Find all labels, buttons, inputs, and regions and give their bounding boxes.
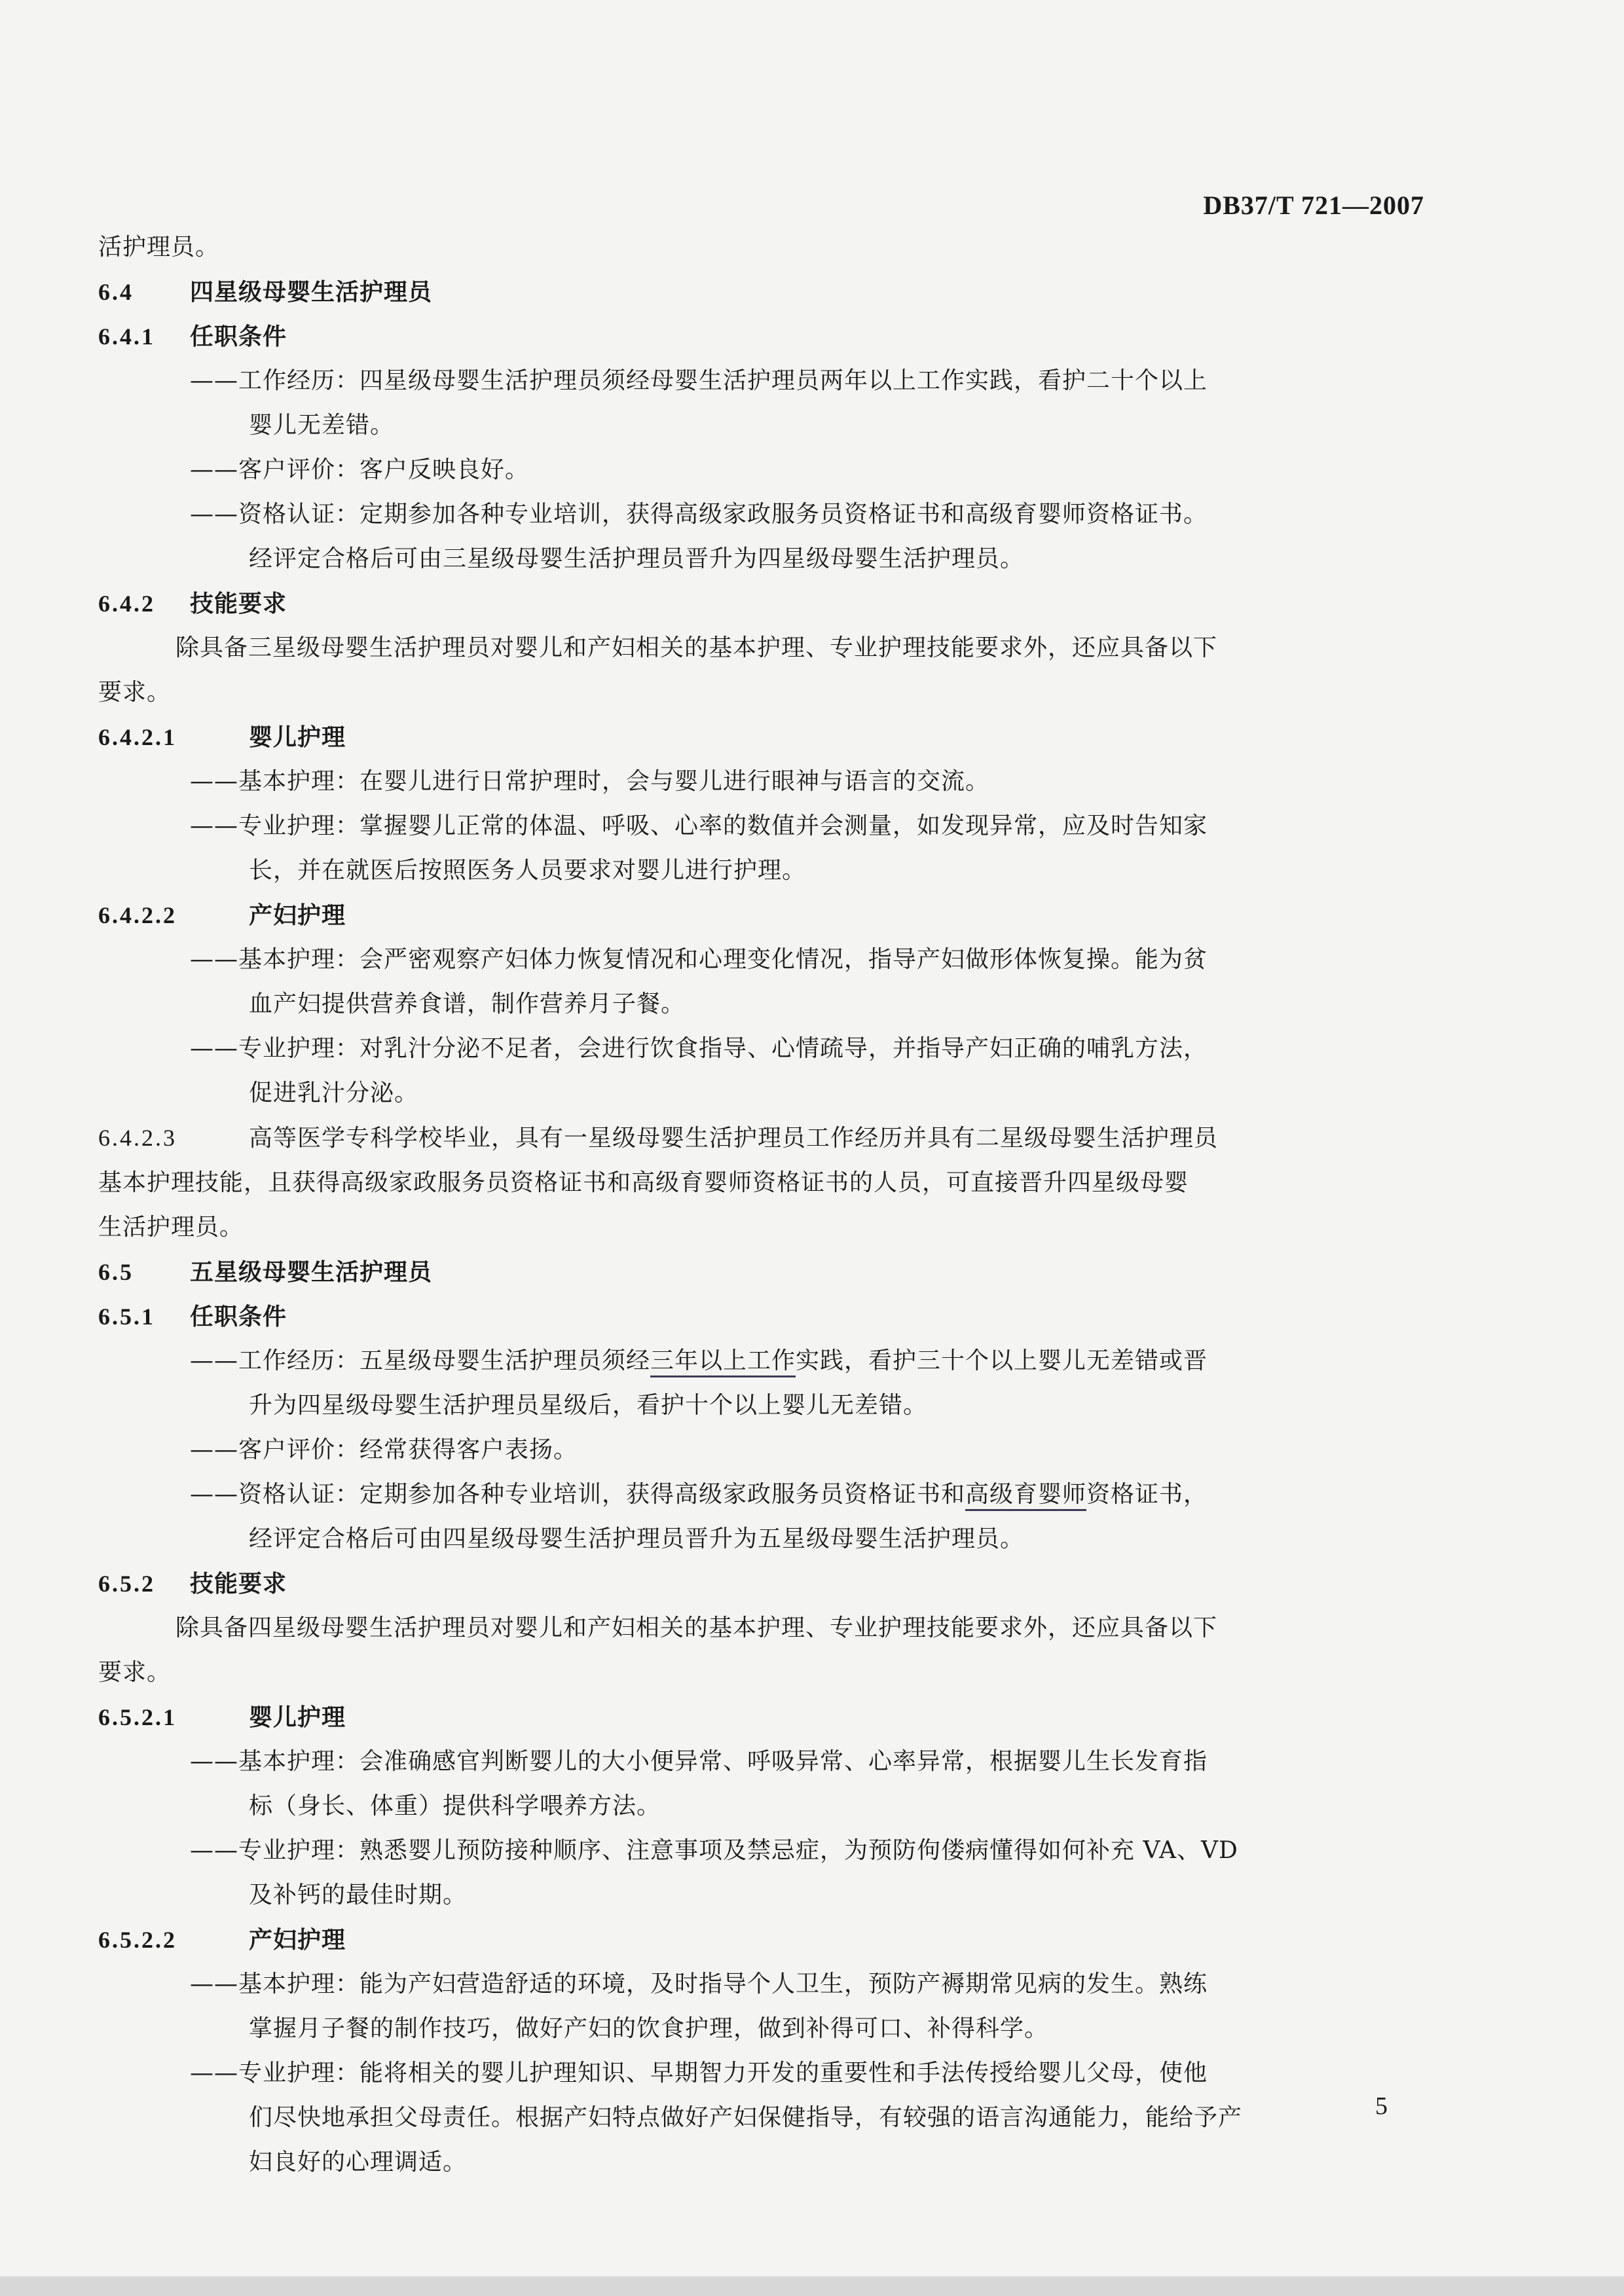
- text-line: [98, 633, 1428, 663]
- text-line: [98, 856, 1428, 886]
- text-line: [98, 1391, 1428, 1421]
- section-line: [98, 1123, 1428, 1154]
- line-text: 生活护理员。: [98, 1214, 244, 1241]
- line-text: ——客户评价：经常获得客户表扬。: [190, 1436, 578, 1463]
- line-text: ——资格认证：定期参加各种专业培训，获得高级家政服务员资格证书和高级育婴师资格证书。: [190, 501, 1208, 528]
- line-text: 产妇护理: [249, 1926, 346, 1954]
- section-number: 6.4.2: [98, 591, 155, 617]
- section-number: 6.4: [98, 279, 134, 305]
- section-line: [98, 1925, 1428, 1955]
- section-number: 6.5.2.2: [98, 1927, 177, 1953]
- line-text: ——基本护理：会准确感官判断婴儿的大小便异常、呼吸异常、心率异常，根据婴儿生长发育指: [190, 1748, 1208, 1775]
- line-text: 活护理员。: [98, 234, 220, 261]
- line-text: 高等医学专科学校毕业，具有一星级母婴生活护理员工作经历并具有二星级母婴生活护理员: [249, 1125, 1219, 1152]
- text-line: [98, 2147, 1428, 2178]
- scan-edge: [0, 2276, 1624, 2296]
- line-text: 妇良好的心理调适。: [249, 2149, 468, 2176]
- line-text: 升为四星级母婴生活护理员星级后，看护十个以上婴儿无差错。: [249, 1392, 928, 1419]
- text-line: [98, 1168, 1428, 1198]
- line-text: ——基本护理：能为产妇营造舒适的环境，及时指导个人卫生，预防产褥期常见病的发生。熟练: [190, 1971, 1208, 1997]
- line-text: ——基本护理：会严密观察产妇体力恢复情况和心理变化情况，指导产妇做形体恢复操。能为贫: [190, 946, 1208, 973]
- section-number: 6.5.1: [98, 1303, 155, 1330]
- line-text: 产妇护理: [249, 902, 346, 929]
- section-number: 6.5.2.1: [98, 1704, 177, 1730]
- text-line: [98, 1791, 1428, 1821]
- line-text: 及补钙的最佳时期。: [249, 1882, 468, 1908]
- handwritten-underline: 三年以上工作: [650, 1347, 796, 1377]
- section-number: 6.4.1: [98, 323, 155, 350]
- line-text: 婴儿护理: [249, 1704, 346, 1731]
- text-line: [98, 1346, 1428, 1376]
- line-text: 实践，看护三十个以上婴儿无差错或晋: [796, 1347, 1208, 1374]
- page-number: 5: [1375, 2092, 1388, 2120]
- text-line: [98, 1078, 1428, 1108]
- section-number: 6.4.2.3: [98, 1125, 177, 1151]
- line-text: 除具备三星级母婴生活护理员对婴儿和产妇相关的基本护理、专业护理技能要求外，还应具备以下: [175, 634, 1218, 661]
- section-number: 6.5: [98, 1259, 134, 1285]
- section-number: 6.5.2: [98, 1571, 155, 1597]
- line-text: ——专业护理：掌握婴儿正常的体温、呼吸、心率的数值并会测量，如发现异常，应及时告知家: [190, 812, 1208, 839]
- line-text-prefix: ——资格认证：定期参加各种专业培训，获得高级家政服务员资格证书和: [190, 1481, 966, 1508]
- line-text: ——基本护理：在婴儿进行日常护理时，会与婴儿进行眼神与语言的交流。: [190, 768, 990, 795]
- text-line: [98, 2058, 1428, 2088]
- text-line: [98, 811, 1428, 841]
- text-line: [98, 2103, 1428, 2133]
- section-line: [98, 900, 1428, 930]
- text-line: [98, 1524, 1428, 1554]
- line-text: 技能要求: [190, 590, 287, 617]
- line-text: 任职条件: [190, 1303, 287, 1330]
- line-text: 长，并在就医后按照医务人员要求对婴儿进行护理。: [249, 857, 807, 884]
- text-line: [98, 2014, 1428, 2044]
- document-body: [98, 232, 1428, 2192]
- line-text: 们尽快地承担父母责任。根据产妇特点做好产妇保健指导，有较强的语言沟通能力，能给予产: [249, 2104, 1243, 2131]
- section-line: [98, 589, 1428, 619]
- text-line: [98, 1480, 1428, 1510]
- section-line: [98, 1569, 1428, 1599]
- line-text: 经评定合格后可由三星级母婴生活护理员晋升为四星级母婴生活护理员。: [249, 545, 1025, 572]
- text-line: [98, 455, 1428, 485]
- section-line: [98, 1257, 1428, 1287]
- text-line: [98, 1836, 1428, 1866]
- section-line: [98, 722, 1428, 752]
- line-text-prefix: ——工作经历：五星级母婴生活护理员须经: [190, 1347, 651, 1374]
- line-text: ——专业护理：熟悉婴儿预防接种顺序、注意事项及禁忌症，为预防佝偻病懂得如何补充 VA、VD: [190, 1837, 1238, 1864]
- text-line: [98, 989, 1428, 1019]
- section-line: [98, 1302, 1428, 1332]
- line-text: 技能要求: [190, 1570, 287, 1597]
- line-text: 标（身长、体重）提供科学喂养方法。: [249, 1793, 661, 1819]
- text-line: [98, 1613, 1428, 1643]
- line-text: 婴儿护理: [249, 723, 346, 751]
- section-number: 6.4.2.1: [98, 724, 177, 750]
- text-line: [98, 1658, 1428, 1688]
- text-line: [98, 1969, 1428, 1999]
- line-text: 要求。: [98, 679, 172, 706]
- text-line: [98, 232, 1428, 263]
- text-line: [98, 767, 1428, 797]
- line-text: ——专业护理：对乳汁分泌不足者，会进行饮食指导、心情疏导，并指导产妇正确的哺乳方法，: [190, 1035, 1208, 1062]
- text-line: [98, 1435, 1428, 1465]
- line-text: 血产妇提供营养食谱，制作营养月子餐。: [249, 991, 686, 1017]
- section-line: [98, 277, 1428, 307]
- line-text: 除具备四星级母婴生活护理员对婴儿和产妇相关的基本护理、专业护理技能要求外，还应具备以下: [175, 1614, 1218, 1641]
- section-line: [98, 1702, 1428, 1732]
- line-text: 四星级母婴生活护理员: [190, 278, 433, 306]
- text-line: [98, 500, 1428, 530]
- standard-code: DB37/T 721—2007: [1203, 191, 1424, 220]
- text-line: [98, 945, 1428, 975]
- text-line: [98, 678, 1428, 708]
- line-text: 资格证书，: [1086, 1481, 1208, 1508]
- line-text: 五星级母婴生活护理员: [190, 1258, 433, 1286]
- text-line: [98, 1212, 1428, 1243]
- text-line: [98, 1034, 1428, 1064]
- line-text: 经评定合格后可由四星级母婴生活护理员晋升为五星级母婴生活护理员。: [249, 1525, 1025, 1552]
- section-line: [98, 321, 1428, 352]
- line-text: 任职条件: [190, 323, 287, 350]
- line-text: 掌握月子餐的制作技巧，做好产妇的饮食护理，做到补得可口、补得科学。: [249, 2015, 1049, 2042]
- text-line: [98, 1747, 1428, 1777]
- line-text: ——专业护理：能将相关的婴儿护理知识、早期智力开发的重要性和手法传授给婴儿父母，使他: [190, 2060, 1208, 2086]
- text-line: [98, 410, 1428, 441]
- text-line: [98, 366, 1428, 396]
- text-line: [98, 544, 1428, 574]
- handwritten-underline: 高级育婴师: [965, 1481, 1086, 1511]
- text-line: [98, 1880, 1428, 1910]
- line-text: 基本护理技能，且获得高级家政服务员资格证书和高级育婴师资格证书的人员，可直接晋升四星级母婴: [98, 1169, 1189, 1196]
- line-text: 婴儿无差错。: [249, 412, 395, 439]
- line-text: ——客户评价：客户反映良好。: [190, 456, 530, 483]
- line-text: ——工作经历：四星级母婴生活护理员须经母婴生活护理员两年以上工作实践，看护二十个以上: [190, 367, 1208, 394]
- line-text: 要求。: [98, 1659, 172, 1686]
- section-number: 6.4.2.2: [98, 902, 177, 928]
- line-text: 促进乳汁分泌。: [249, 1080, 419, 1106]
